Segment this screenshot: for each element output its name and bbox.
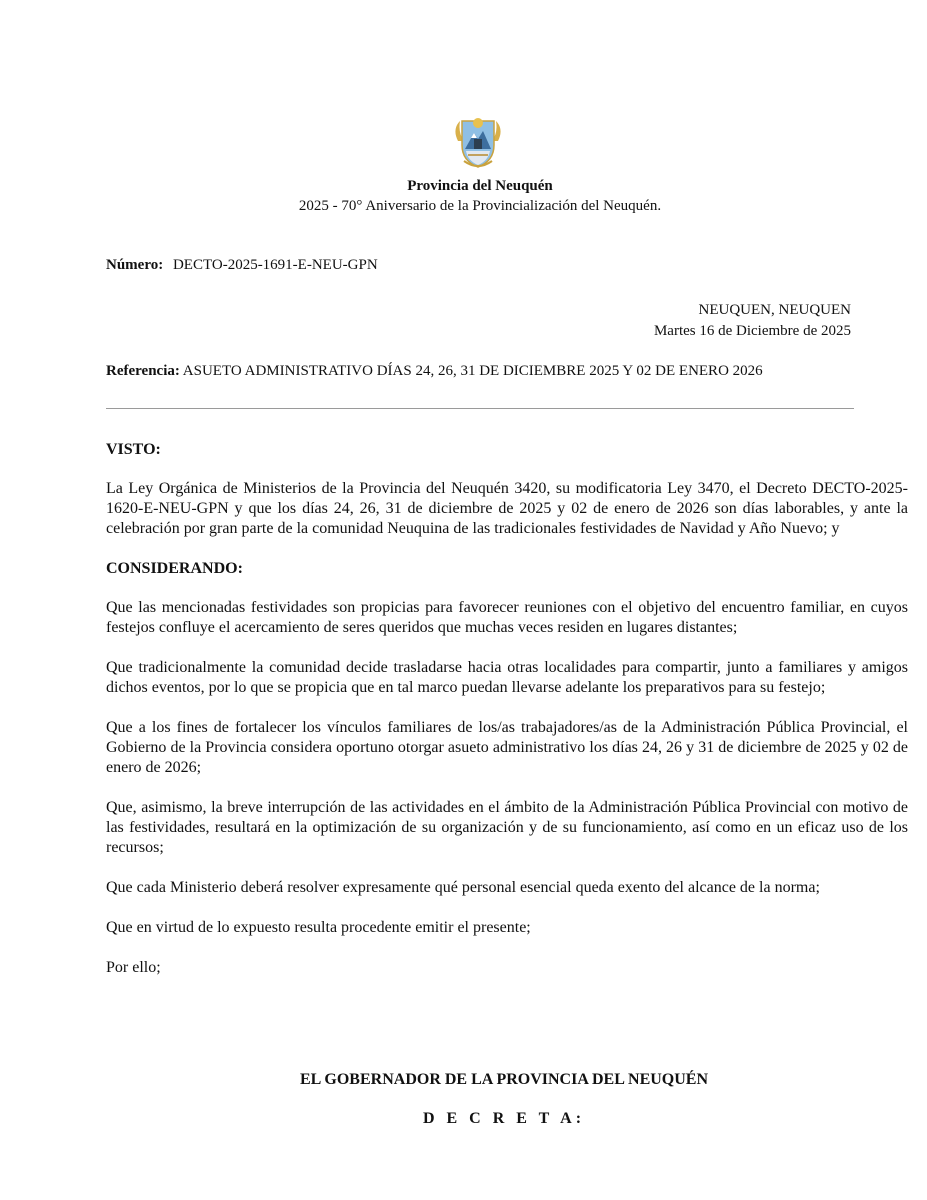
reference-value: ASUETO ADMINISTRATIVO DÍAS 24, 26, 31 DE DICIEMBRE 2025 Y 02 DE ENERO 2026 bbox=[182, 363, 763, 379]
header-divider bbox=[106, 408, 854, 409]
place-and-date bbox=[654, 300, 851, 342]
anniversary-subtitle: 2025 - 70° Aniversario de la Provincialización del Neuquén. bbox=[298, 198, 662, 214]
document-body bbox=[106, 440, 908, 978]
considerando-paragraph: Que en virtud de lo expuesto resulta procedente emitir el presente; bbox=[106, 919, 531, 936]
considerando-paragraph: Que las mencionadas festividades son propicias para favorecer reuniones con el objetivo del encuentro familiar, en cuyos festejos confluye el acercamiento de seres queridos que muchas veces residen en lugares distantes; bbox=[106, 599, 908, 636]
visto-title: VISTO: bbox=[106, 441, 161, 458]
provincial-seal-icon bbox=[450, 111, 506, 171]
province-title: Provincia del Neuquén bbox=[407, 178, 553, 194]
decreta-heading: D E C R E T A: bbox=[422, 1110, 586, 1127]
governor-heading: EL GOBERNADOR DE LA PROVINCIA DEL NEUQUÉN bbox=[299, 1071, 709, 1088]
considerando-paragraph: Que tradicionalmente la comunidad decide trasladarse hacia otras localidades para compartir, junto a familiares y amigos dichos eventos, por lo que se propicia que en tal marco puedan llevarse adelante los preparativos para su festejo; bbox=[106, 659, 908, 696]
considerando-paragraph: Que a los fines de fortalecer los vínculos familiares de los/as trabajadores/as de la Administración Pública Provincial, el Gobierno de la Provincia considera oportuno otorgar asueto administrativo los días 24, 26 y 31 de diciembre de 2025 y 02 de enero de 2026; bbox=[106, 719, 908, 776]
reference bbox=[106, 361, 836, 381]
document-number-value: DECTO-2025-1691-E-NEU-GPN bbox=[172, 257, 378, 273]
por-ello: Por ello; bbox=[106, 959, 161, 976]
considerando-title: CONSIDERANDO: bbox=[106, 560, 243, 577]
visto-paragraph: La Ley Orgánica de Ministerios de la Provincia del Neuquén 3420, su modificatoria Ley 3470, el Decreto DECTO-2025-1620-E-NEU-GPN y que los días 24, 26, 31 de diciembre de 2025 y 02 de enero de 2026 son días laborables, y ante la celebración por gran parte de la comunidad Neuquina de las tradicionales festividades de Navidad y Año Nuevo; y bbox=[106, 480, 908, 537]
considerando-paragraph: Que cada Ministerio deberá resolver expresamente qué personal esencial queda exento del alcance de la norma; bbox=[106, 879, 820, 896]
reference-label: Referencia: bbox=[106, 363, 180, 379]
place: NEUQUEN, NEUQUEN bbox=[698, 302, 851, 318]
document-number bbox=[106, 257, 378, 274]
date: Martes 16 de Diciembre de 2025 bbox=[653, 323, 851, 339]
considerando-paragraph: Que, asimismo, la breve interrupción de las actividades en el ámbito de la Administración Pública Provincial con motivo de las festividades, resultará en la optimización de su organización y de su funcionamiento, así como en un eficaz uso de los recursos; bbox=[106, 799, 908, 856]
document-number-label: Número: bbox=[106, 257, 164, 273]
